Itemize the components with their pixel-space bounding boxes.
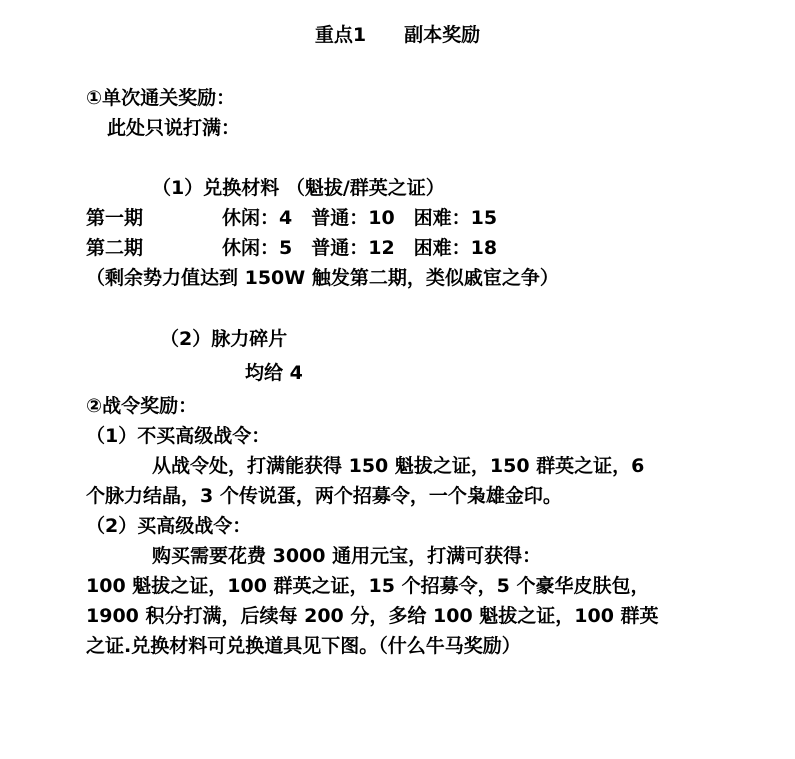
phase-1-values: 休闲：4 普通：10 困难：15 (222, 207, 498, 229)
section-1-heading: ①单次通关奖励： (86, 87, 236, 109)
no-premium-line-2: 个脉力结晶，3 个传说蛋，两个招募令，一个枭雄金印。 (86, 485, 562, 507)
no-premium-line-1: 从战令处，打满能获得 150 魁拔之证，150 群英之证，6 (152, 455, 645, 477)
fragments-value: 均给 4 (245, 362, 303, 384)
phase-1-label: 第一期 (86, 207, 144, 229)
exchange-footnote: （剩余势力值达到 150W 触发第二期，类似戚宦之争） (86, 267, 559, 289)
section-1-note: 此处只说打满： (107, 117, 241, 139)
premium-line-2: 100 魁拔之证，100 群英之证，15 个招募令，5 个豪华皮肤包， (86, 575, 650, 597)
phase-2-label: 第二期 (86, 237, 144, 259)
fragments-heading: （2）脉力碎片 (160, 328, 288, 350)
phase-2-values: 休闲：5 普通：12 困难：18 (222, 237, 498, 259)
page-title: 重点1 副本奖励 (314, 24, 481, 46)
no-premium-heading: （1）不买高级战令： (86, 425, 271, 447)
premium-line-1: 购买需要花费 3000 通用元宝，打满可获得： (152, 545, 542, 567)
premium-heading: （2）买高级战令： (86, 515, 252, 537)
exchange-heading: （1）兑换材料 （魁拔/群英之证） (152, 177, 445, 199)
premium-line-3: 1900 积分打满，后续每 200 分，多给 100 魁拔之证，100 群英 (86, 605, 659, 627)
premium-line-4: 之证.兑换材料可兑换道具见下图。（什么牛马奖励） (86, 635, 521, 657)
section-2-heading: ②战令奖励： (86, 395, 198, 417)
